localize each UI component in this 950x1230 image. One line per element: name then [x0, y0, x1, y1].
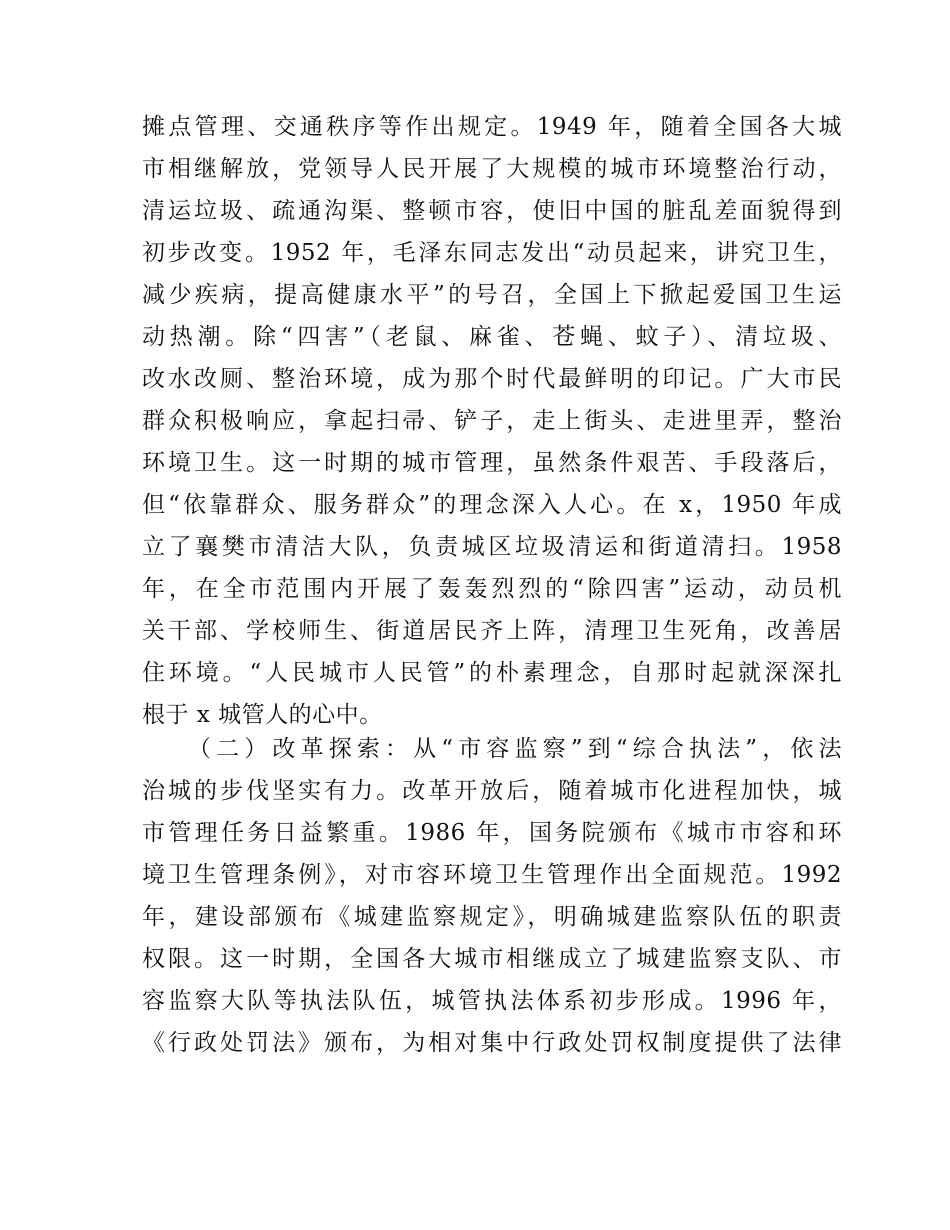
text-line: 年，建设部颁布《城建监察规定》，明确城建监察队伍的职责 [142, 904, 842, 930]
text-line: 群众积极响应，拿起扫帚、铲子，走上街头、走进里弄，整治 [142, 408, 842, 434]
text-line: 容监察大队等执法队伍，城管执法体系初步形成。1996 年， [142, 988, 842, 1014]
text-line: 关干部、学校师生、街道居民齐上阵，清理卫生死角，改善居 [142, 618, 842, 644]
text-line: 环境卫生。这一时期的城市管理，虽然条件艰苦、手段落后， [142, 450, 842, 476]
text-line: 改水改厕、整治环境，成为那个时代最鲜明的印记。广大市民 [142, 366, 842, 392]
text-line: 市相继解放，党领导人民开展了大规模的城市环境整治行动， [142, 156, 842, 182]
text-line: 摊点管理、交通秩序等作出规定。1949 年，随着全国各大城 [142, 114, 842, 140]
paragraph-reform [142, 728, 842, 1064]
text-line: 《行政处罚法》颁布，为相对集中行政处罚权制度提供了法律 [142, 1030, 842, 1056]
text-line: 但“依靠群众、服务群众”的理念深入人心。在 x，1950 年成 [142, 492, 842, 518]
text-line: 立了襄樊市清洁大队，负责城区垃圾清运和街道清扫。1958 [142, 534, 842, 560]
paragraph-history [142, 106, 842, 736]
text-line: 清运垃圾、疏通沟渠、整顿市容，使旧中国的脏乱差面貌得到 [142, 198, 842, 224]
text-line: 年，在全市范围内开展了轰轰烈烈的“除四害”运动，动员机 [142, 576, 842, 602]
text-line: 治城的步伐坚实有力。改革开放后，随着城市化进程加快，城 [142, 778, 842, 804]
text-line: 市管理任务日益繁重。1986 年，国务院颁布《城市市容和环 [142, 820, 842, 846]
section-heading-line: （二）改革探索：从“市容监察”到“综合执法”，依法 [188, 736, 842, 762]
text-line: 减少疾病，提高健康水平”的号召，全国上下掀起爱国卫生运 [142, 282, 842, 308]
text-line: 初步改变。1952 年，毛泽东同志发出“动员起来，讲究卫生， [142, 240, 842, 266]
text-line: 根于 x 城管人的心中。 [142, 702, 383, 728]
text-line: 动热潮。除“四害”（老鼠、麻雀、苍蝇、蚊子）、清垃圾、 [142, 324, 842, 350]
text-line: 住环境。“人民城市人民管”的朴素理念，自那时起就深深扎 [142, 660, 842, 686]
text-line: 权限。这一时期，全国各大城市相继成立了城建监察支队、市 [142, 946, 842, 972]
text-line: 境卫生管理条例》，对市容环境卫生管理作出全面规范。1992 [142, 862, 842, 888]
